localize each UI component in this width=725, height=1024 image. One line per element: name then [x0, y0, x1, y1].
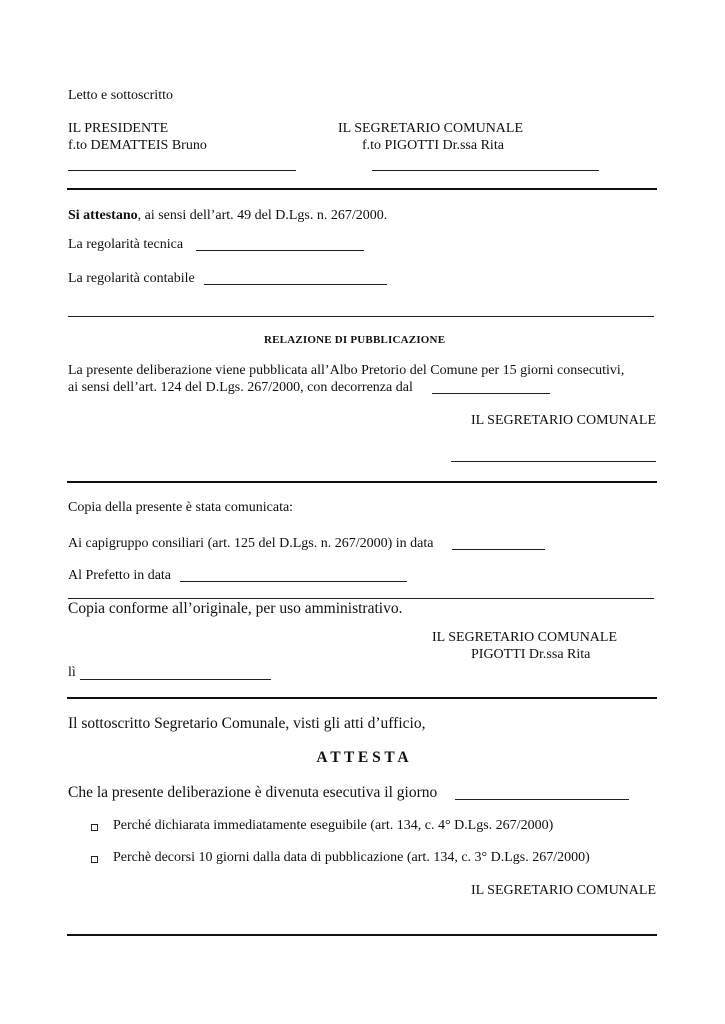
attesta-heading: A T T E S T A — [316, 749, 409, 766]
pubblicazione-signer: IL SEGRETARIO COMUNALE — [470, 413, 656, 428]
regolarita-tecnica-label: La regolarità tecnica — [68, 237, 184, 252]
relazione-heading: RELAZIONE DI PUBBLICAZIONE — [264, 334, 446, 346]
pubblicazione-line-2: ai sensi dell’art. 124 del D.Lgs. 267/2000, con decorrenza dal — [68, 380, 413, 395]
option-1-checkbox[interactable] — [91, 824, 98, 831]
option-1-label: Perché dichiarata immediatamente eseguibile (art. 134, c. 4° D.Lgs. 267/2000) — [113, 818, 554, 833]
li-line — [80, 679, 271, 680]
presidente-signature-line — [68, 170, 296, 171]
esecutivita-signer: IL SEGRETARIO COMUNALE — [470, 883, 656, 898]
comunicazione-intro: Copia della presente è stata comunicata: — [68, 500, 294, 515]
section-divider-1 — [67, 188, 657, 190]
copia-conforme: Copia conforme all’originale, per uso amministrativo. — [68, 600, 403, 617]
esecutivita-intro: Il sottoscritto Segretario Comunale, visti gli atti d’ufficio, — [68, 715, 426, 732]
section-divider-4 — [68, 598, 654, 599]
section-divider-3 — [67, 481, 657, 483]
decorrenza-line — [432, 393, 550, 394]
letto-sottoscritto: Letto e sottoscritto — [68, 88, 173, 103]
comunicazione-signer-name: PIGOTTI Dr.ssa Rita — [471, 647, 591, 662]
option-2-checkbox[interactable] — [91, 856, 98, 863]
presidente-name: f.to DEMATTEIS Bruno — [68, 138, 207, 153]
regolarita-contabile-line — [204, 284, 387, 285]
capigruppo-label: Ai capigruppo consiliari (art. 125 del D.Lgs. n. 267/2000) in data — [68, 536, 434, 551]
section-divider-2 — [68, 316, 654, 317]
section-divider-6 — [67, 934, 657, 936]
segretario-title: IL SEGRETARIO COMUNALE — [338, 121, 524, 136]
prefetto-line — [180, 581, 407, 582]
option-2-label: Perchè decorsi 10 giorni dalla data di pubblicazione (art. 134, c. 3° D.Lgs. 267/2000) — [113, 850, 590, 865]
pubblicazione-line-1: La presente deliberazione viene pubblicata all’Albo Pretorio del Comune per 15 giorni consecutivi, — [68, 363, 625, 378]
segretario-name: f.to PIGOTTI Dr.ssa Rita — [362, 138, 504, 153]
regolarita-tecnica-line — [196, 250, 364, 251]
capigruppo-line — [452, 549, 545, 550]
attestano-rest: , ai sensi dell’art. 49 del D.Lgs. n. 267/2000. — [137, 208, 388, 223]
prefetto-label: Al Prefetto in data — [68, 568, 172, 583]
attestano-bold: Si attestano — [68, 208, 138, 223]
section-divider-5 — [67, 697, 657, 699]
li-label: lì — [68, 665, 76, 680]
esecutiva-label: Che la presente deliberazione è divenuta esecutiva il giorno — [68, 784, 438, 801]
pubblicazione-signature-line — [451, 461, 656, 462]
comunicazione-signer-title: IL SEGRETARIO COMUNALE — [432, 630, 618, 645]
attestano-line — [68, 208, 387, 224]
esecutiva-line — [455, 799, 629, 800]
regolarita-contabile-label: La regolarità contabile — [68, 271, 195, 286]
presidente-title: IL PRESIDENTE — [68, 121, 169, 136]
segretario-signature-line — [372, 170, 599, 171]
